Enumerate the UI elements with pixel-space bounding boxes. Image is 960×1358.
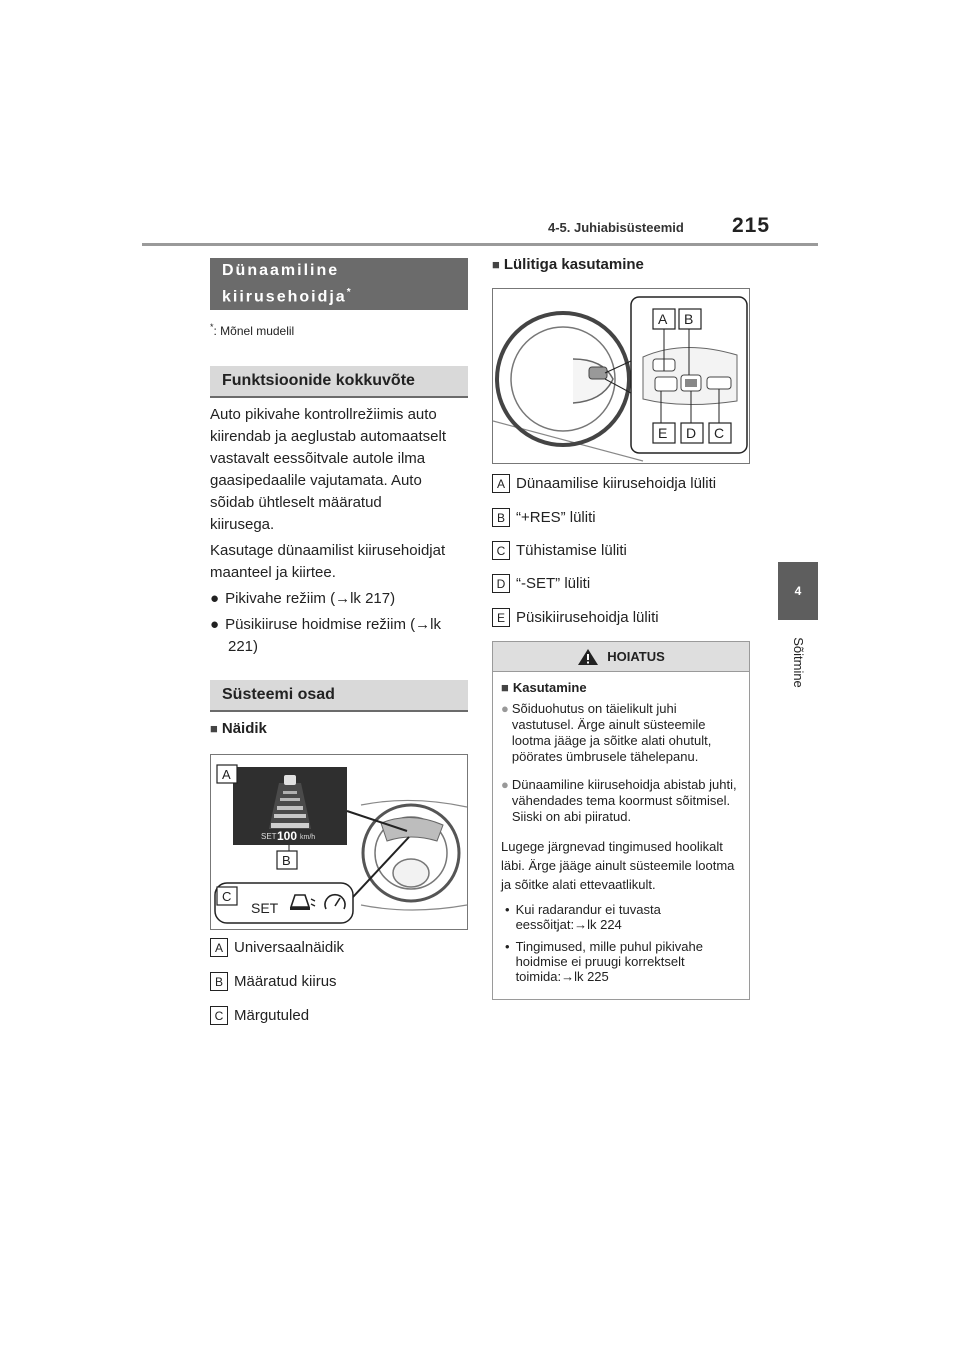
svg-text:D: D — [686, 425, 697, 441]
indicator-legend-b: B Määratud kiirus — [210, 972, 337, 991]
warning-paragraph: Lugege järgnevad tingimused hoolikalt läbi. Ärge jääge ainult süsteemile lootma ja sõitke alati ettevaatlikult. — [501, 839, 735, 892]
steering-switch-illustration — [493, 289, 749, 463]
warning-list-2: • Tingimused, mille puhul pikivahe hoidmise ei pruugi korrektselt toimida:→lk 225 — [501, 939, 741, 984]
summary-bullet-1: ● Pikivahe režiim (→lk 217) — [210, 590, 396, 607]
switch-legend-a: A Dünaamilise kiirusehoidja lüliti — [492, 474, 716, 493]
svg-text:C: C — [714, 425, 725, 441]
svg-text:A: A — [222, 767, 231, 782]
header-rule — [142, 243, 818, 246]
set-large-text: SET — [251, 900, 279, 916]
link-page-221[interactable]: Püsikiiruse hoidmise režiim (→lk — [225, 616, 441, 633]
set-small-text: SET — [261, 832, 277, 841]
footnote: *: Mõnel mudelil — [210, 322, 295, 338]
link-page-217[interactable]: Pikivahe režiim (→lk 217) — [225, 590, 396, 607]
chapter-number: 4 — [794, 584, 802, 598]
svg-text:C: C — [222, 889, 232, 904]
speed-unit: km/h — [300, 834, 316, 841]
main-title-line1: Dünaamiline — [222, 262, 340, 279]
chapter-label: Sõitmine — [790, 636, 806, 688]
main-title-line2: kiirusehoidja* — [222, 287, 353, 306]
warning-triangle-icon — [577, 648, 599, 666]
switch-use-subhead: ■ Lülitiga kasutamine — [492, 256, 644, 273]
indicator-legend-a: A Universaalnäidik — [210, 938, 344, 957]
section-title: 4-5. Juhiabisüsteemid — [548, 220, 684, 235]
indicator-illustration — [211, 755, 467, 929]
summary-bullet-2: ● Püsikiiruse hoidmise režiim (→lk 221) — [210, 616, 441, 655]
indicator-figure — [210, 754, 468, 930]
svg-text:B: B — [282, 853, 291, 868]
switch-legend-b: B “+RES” lüliti — [492, 508, 596, 527]
warning-bullet-2: ● Dünaamiline kiirusehoidja abistab juhti, vähendades tema koormust sõitmisel. Siiski on abi piiratud. — [501, 777, 737, 824]
summary-paragraph-2: Kasutage dünaamilist kiirusehoidjat maanteel ja kiirtee. — [210, 542, 446, 581]
main-title-box — [210, 258, 468, 310]
indicator-subhead: ■ Näidik — [210, 720, 267, 737]
warning-header — [493, 642, 749, 672]
page-number: 215 — [732, 214, 771, 237]
components-heading: Süsteemi osad — [210, 680, 468, 712]
svg-text:A: A — [658, 311, 668, 327]
switch-legend-e: E Püsikiirusehoidja lüliti — [492, 608, 659, 627]
switch-legend-c: C Tühistamise lüliti — [492, 541, 627, 560]
summary-heading: Funktsioonide kokkuvõte — [210, 366, 468, 398]
link-page-225[interactable]: Tingimused, mille puhul pikivahe hoidmise ei pruugi korrektselt toimida:→lk 225 — [515, 939, 703, 984]
warning-subhead: ■ Kasutamine — [501, 680, 587, 695]
set-speed-value: 100 — [277, 829, 298, 843]
switch-figure — [492, 288, 750, 464]
chapter-tab[interactable] — [778, 562, 818, 620]
link-page-224[interactable]: Kui radarandur ei tuvasta eessõitjat:→lk 224 — [515, 902, 661, 932]
svg-text:E: E — [658, 425, 668, 441]
warning-title: HOIATUS — [607, 649, 665, 664]
switch-legend-d: D “-SET” lüliti — [492, 574, 590, 593]
indicator-legend-c: C Märgutuled — [210, 1006, 309, 1025]
warning-list-1: • Kui radarandur ei tuvasta eessõitjat:→lk 224 — [501, 902, 741, 932]
warning-box — [492, 641, 750, 1000]
warning-bullet-1: ● Sõiduohutus on täielikult juhi vastutusel. Ärge ainult süsteemile lootma jääge ja sõitke alati ohutult, pöörates ümbrusele tähelepanu. — [501, 701, 712, 764]
summary-paragraph-1: Auto pikivahe kontrollrežiimis auto kiirendab ja aeglustab automaatselt vastavalt eessõitvale autole ilma gaasipedaalile vajutamata. Auto sõidab ühtleselt määratud kiirusega. — [210, 406, 446, 533]
svg-text:B: B — [684, 311, 694, 327]
